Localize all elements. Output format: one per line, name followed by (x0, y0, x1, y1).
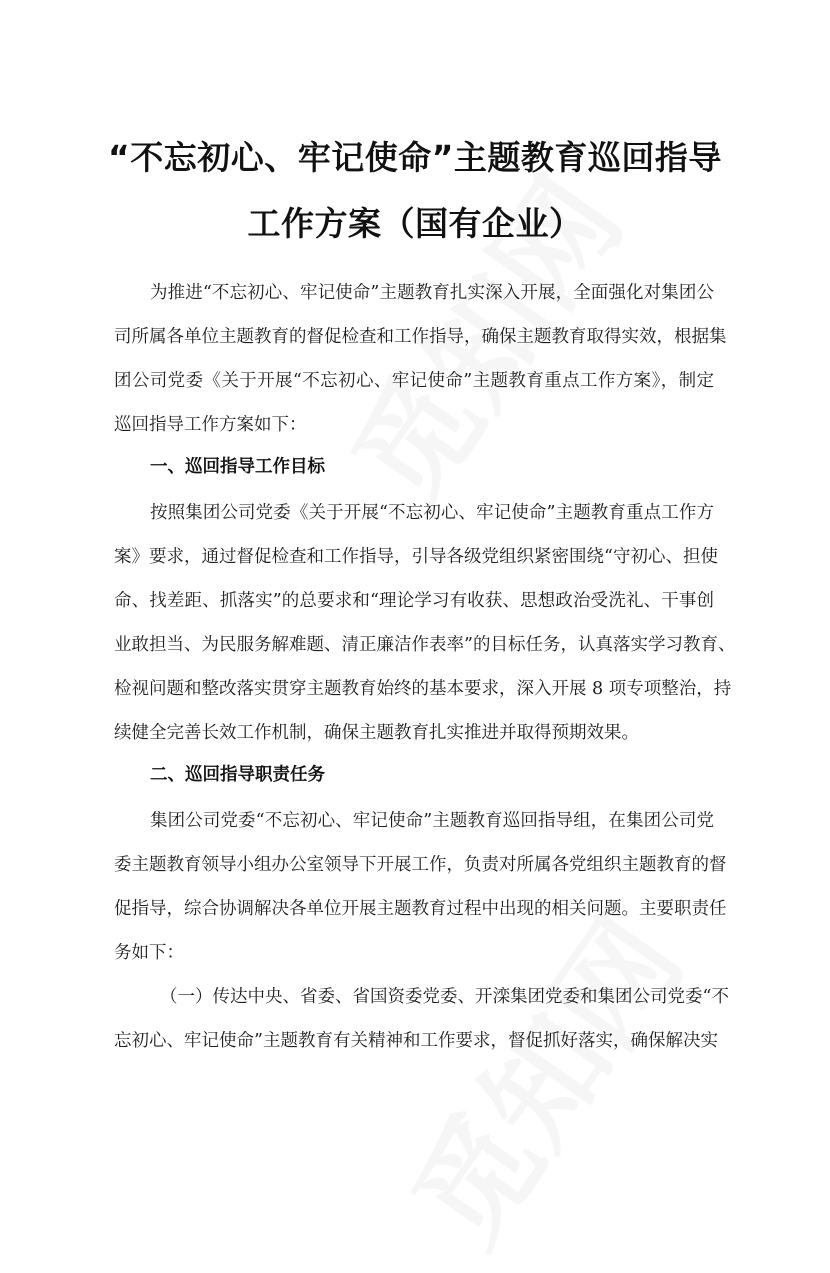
intro-line: 司所属各单位主题教育的督促检查和工作指导，确保主题教育取得实效，根据集 (114, 327, 727, 347)
section1-line: 业敢担当、为民服务解难题、清正廉洁作表率”的目标任务，认真落实学习教育、 (114, 635, 736, 655)
document-title-line-2: 工作方案（国有企业） (247, 204, 583, 243)
document-title-line-1: “不忘初心、牢记使命”主题教育巡回指导 (108, 138, 722, 177)
item1-line: 忘初心、牢记使命”主题教育有关精神和工作要求，督促抓好落实，确保解决实 (114, 1031, 718, 1051)
section1-line: 续健全完善长效工作机制，确保主题教育扎实推进并取得预期效果。 (114, 723, 639, 743)
section1-line: 案》要求，通过督促检查和工作指导，引导各级党组织紧密围绕“守初心、担使 (114, 547, 718, 567)
intro-line: 巡回指导工作方案如下： (114, 415, 307, 435)
section1-line: 检视问题和整改落实贯穿主题教育始终的基本要求，深入开展 8 项专项整治，持 (114, 679, 732, 699)
section2-line: 务如下： (114, 943, 184, 963)
item1-line: （一）传达中央、省委、省国资委党委、开滦集团党委和集团公司党委“不 (160, 987, 729, 1007)
section-heading-duties: 二、巡回指导职责任务 (150, 765, 325, 785)
section1-line: 命、找差距、抓落实”的总要求和“理论学习有收获、思想政治受洗礼、干事创 (114, 591, 714, 611)
section2-line: 促指导，综合协调解决各单位开展主题教育过程中出现的相关问题。主要职责任 (114, 899, 727, 919)
section2-line: 委主题教育领导小组办公室领导下开展工作，负责对所属各党组织主题教育的督 (114, 855, 727, 875)
intro-line: 团公司党委《关于开展“不忘初心、牢记使命”主题教育重点工作方案》，制定 (114, 371, 714, 391)
watermark-bottom (366, 879, 713, 1273)
section-heading-goals: 一、巡回指导工作目标 (150, 457, 325, 477)
section2-line: 集团公司党委“不忘初心、牢记使命”主题教育巡回指导组，在集团公司党 (150, 811, 714, 831)
section1-line: 按照集团公司党委《关于开展“不忘初心、牢记使命”主题教育重点工作方 (150, 503, 714, 523)
intro-line: 为推进“不忘初心、牢记使命”主题教育扎实深入开展，全面强化对集团公 (150, 283, 714, 303)
